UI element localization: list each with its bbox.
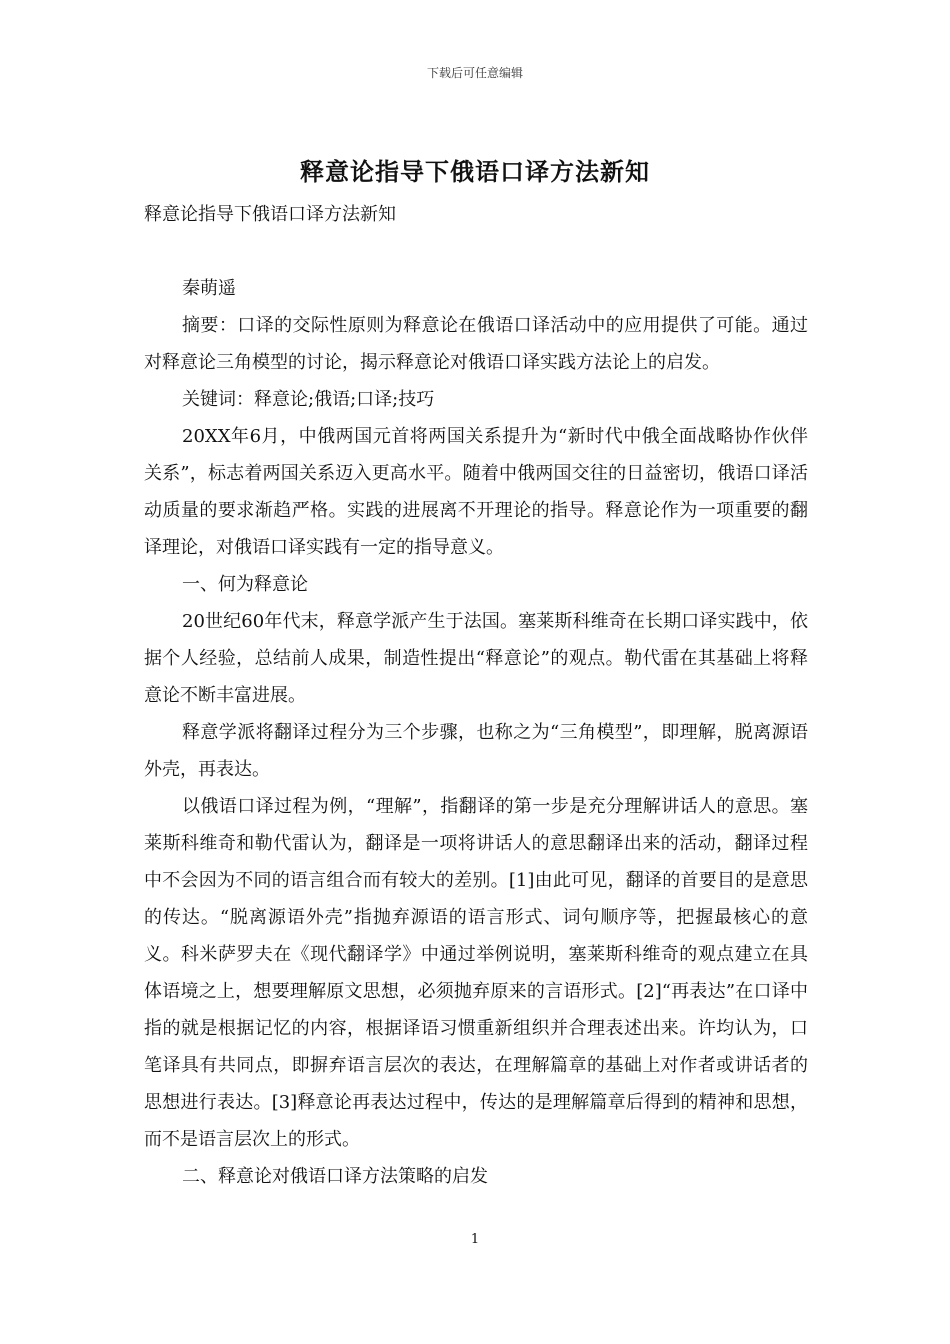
abstract-paragraph: 摘要：口译的交际性原则为释意论在俄语口译活动中的应用提供了可能。通过对释意论三角模型的讨论，揭示释意论对俄语口译实践方法论上的启发。 <box>144 315 808 373</box>
section-heading-1: 一、何为释意论 <box>182 574 308 595</box>
document-body <box>144 196 808 1195</box>
author-name: 秦萌遥 <box>182 278 236 299</box>
body-paragraph-3: 释意学派将翻译过程分为三个步骤，也称之为“三角模型”，即理解，脱离源语外壳，再表达。 <box>144 722 808 780</box>
body-paragraph-4: 以俄语口译过程为例，“理解”，指翻译的第一步是充分理解讲话人的意思。塞莱斯科维奇和勒代雷认为，翻译是一项将讲话人的意思翻译出来的活动，翻译过程中不会因为不同的语言组合而有较大的差别。[1]由此可见，翻译的首要目的是意思的传达。“脱离源语外壳”指抛弃源语的语言形式、词句顺序等，把握最核心的意义。科米萨罗夫在《现代翻译学》中通过举例说明，塞莱斯科维奇的观点建立在具体语境之上，想要理解原文思想，必须抛弃原来的言语形式。[2]“再表达”在口译中指的就是根据记忆的内容，根据译语习惯重新组织并合理表述出来。许均认为，口笔译具有共同点，即摒弃语言层次的表达，在理解篇章的基础上对作者或讲话者的思想进行表达。[3]释意论再表达过程中，传达的是理解篇章后得到的精神和思想，而不是语言层次上的形式。 <box>144 796 808 1150</box>
section-heading-2: 二、释意论对俄语口译方法策略的启发 <box>182 1166 488 1187</box>
document-subtitle: 释意论指导下俄语口译方法新知 <box>144 204 396 225</box>
body-paragraph-1: 20XX年6月，中俄两国元首将两国关系提升为“新时代中俄全面战略协作伙伴关系”，标志着两国关系迈入更高水平。随着中俄两国交往的日益密切，俄语口译活动质量的要求渐趋严格。实践的进展离不开理论的指导。释意论作为一项重要的翻译理论，对俄语口译实践有一定的指导意义。 <box>144 426 808 558</box>
document-title: 释意论指导下俄语口译方法新知 <box>300 157 650 186</box>
header-note: 下载后可任意编辑 <box>426 66 523 80</box>
blank-line <box>144 233 808 270</box>
keywords-paragraph: 关键词：释意论;俄语;口译;技巧 <box>182 389 435 410</box>
body-paragraph-2: 20世纪60年代末，释意学派产生于法国。塞莱斯科维奇在长期口译实践中，依据个人经验，总结前人成果，制造性提出“释意论”的观点。勒代雷在其基础上将释意论不断丰富进展。 <box>144 611 808 706</box>
page-number: 1 <box>470 1232 480 1247</box>
